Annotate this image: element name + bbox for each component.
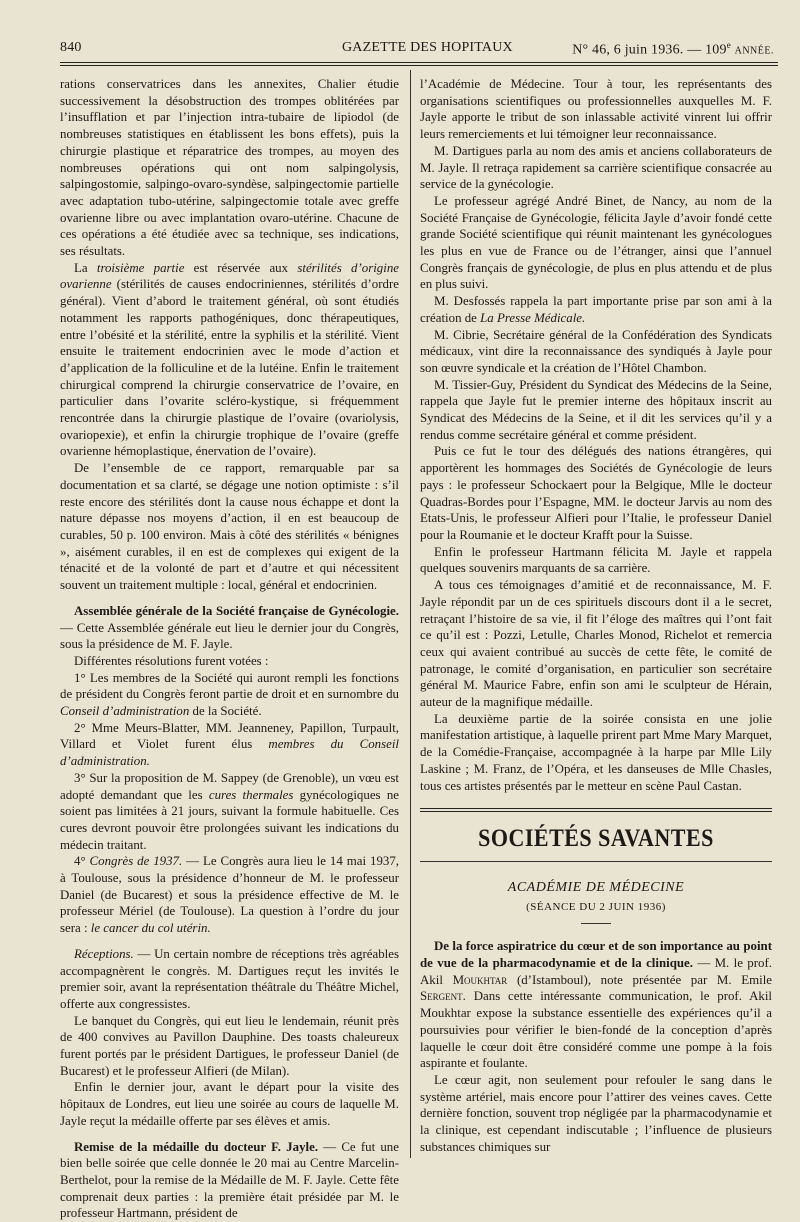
- paragraph: [60, 260, 399, 460]
- italic-run: troisième partie: [96, 260, 185, 275]
- section-subrule: [420, 861, 772, 862]
- text-run: — Le Congrès aura lieu le 14 mai 1937, à Toulouse, sous la présidence d’honneur de M. le professeur Daniel (de Bucarest) et sous la présidence effective de M. le professeur Mériel (de Toulouse). La question à l’ordre du jour sera :: [60, 854, 399, 936]
- paragraph: [420, 293, 772, 326]
- italic-run: membres du Conseil d’administration.: [60, 737, 399, 769]
- column-separator: [410, 70, 411, 1158]
- paragraph: Le professeur agrégé André Binet, de Nancy, au nom de la Société Française de Gynécologie, félicita Jayle d’avoir fondé cette grande Société scientifique qui réunit maintenant les gynécologues les plus en vue de France ou de l’étranger, ainsi que l’annuel Congrès français de gynécologie, de plus en plus attendu et de plus en plus suivi.: [420, 193, 772, 292]
- paragraph: [60, 1139, 399, 1222]
- text-run: 2° Mme Meurs-Blatter, MM. Jeanneney, Papillon, Turpault, Villard et Violet furent élus: [60, 720, 399, 752]
- issue-sup: e: [726, 40, 731, 50]
- issue-number-date: N° 46, 6 juin 1936. — 109: [572, 42, 727, 58]
- heading-run: De la force aspiratrice du cœur et de son importance au point de vue de la pharmacodynamie et de la clinique.: [420, 939, 772, 971]
- paragraph: [60, 603, 399, 653]
- heading-run: Remise de la médaille du docteur F. Jayle.: [74, 1139, 319, 1154]
- issue-info: [572, 40, 774, 59]
- paragraph: [60, 670, 399, 720]
- session-date: (SÉANCE DU 2 JUIN 1936): [526, 900, 666, 913]
- paragraph: Puis ce fut le tour des délégués des nations étrangères, qui apportèrent les hommages des Sociétés de Gynécologie de leurs pays : le professeur Schockaert pour la Belgique, Mlle le docteur Quadras-Bordes pour l’Espagne, MM. le docteur Jarvis au nom des Etats-Unis, le professeur Alfieri pour l’Italie, le professeur Daniel pour la Roumanie et le docteur Krafft pour la Suisse.: [420, 444, 772, 542]
- academy-heading: ACADÉMIE DE MÉDECINE: [507, 879, 685, 895]
- paragraph: rations conservatrices dans les annexites, Chalier étudie successivement la désobstruction des trompes oblitérées par l’insufflation et par l’injection intra-tubaire de lipiodol (de nombreuses statistiques en établissent les bons effets), puis la chirurgie plastique et réparatrice des trompes, au moyen des nombreuses opérations qui ont nom salpingolysis, salpingostomie, salpingo-ovaro-syndèse, salpingectomie partielle avec adaptation tubo-utérine, salpingectomie totale avec greffe ovarienne libre ou avec implantation ovaro-utérine. Chacune de ces opérations a été étudiée avec sa technique, ses indications, ses résultats.: [60, 77, 399, 259]
- page-header: [60, 36, 778, 60]
- paragraph: [60, 770, 399, 854]
- text-run: — Un certain nombre de réceptions très agréables accompagnèrent le congrès. M. Dartigues reçut les invités le premier soir, avant la représentation théâtrale du Théâtre Michel, offerte aux congressistes.: [60, 946, 399, 1011]
- paragraph: Enfin le professeur Hartmann félicita M. Jayle et rappela quelques souvenirs marquants de sa carrière.: [420, 544, 772, 576]
- section-rule-bottom: [420, 811, 772, 812]
- right-column: [420, 76, 772, 1155]
- paragraph: La deuxième partie de la soirée consista en une jolie manifestation artistique, à laquelle prirent part Mme Mary Marquet, de la Comédie-Française, accompagnée à la harpe par Mlle Lily Laskine ; M. Franz, de l’Opéra, et les danseuses de Mlle Chasles, tous ces artistes présentés par le metteur en scène Paul Castan.: [420, 711, 772, 793]
- text-run: — Ce fut une bien belle soirée que celle donnée le 20 mai au Centre Marcelin-Berthelot, pour la remise de la Médaille de M. F. Jayle. Cette fête comprenait deux parties : la première était présidée par M. le professeur Hartmann, président de: [60, 1139, 399, 1221]
- paragraph: [420, 938, 772, 1072]
- paragraph: [60, 720, 399, 770]
- header-rule-bottom: [60, 65, 778, 66]
- italic-run: le cancer du col utérin.: [90, 921, 211, 936]
- italic-run: Conseil d’administration: [60, 704, 190, 719]
- italic-run: Congrès de 1937.: [89, 854, 183, 869]
- paragraph: Le cœur agit, non seulement pour refouler le sang dans le système artériel, mais encore pour l’attirer des veines caves. Cette dernière fonction, souvent trop négligée par la pharmacodynamie et la clinique, est cependant indiscutable ; l’influence de plusieurs substances chimiques sur: [420, 1072, 772, 1154]
- text-run: La: [74, 260, 97, 275]
- text-run: 1° Les membres de la Société qui auront rempli les fonctions de président du Congrès feront partie de droit et en surnombre du: [60, 670, 399, 702]
- text-run: — Cette Assemblée générale eut lieu le dernier jour du Congrès, sous la présidence de M. F. Jayle.: [60, 620, 399, 652]
- text-run: de la Société.: [189, 704, 262, 719]
- paragraph: [60, 853, 399, 937]
- section-title: SOCIÉTÉS SAVANTES: [478, 823, 714, 852]
- paragraph: Le banquet du Congrès, qui eut lieu le lendemain, réunit près de 400 convives au Pavillon Dauphine. Des toasts chaleureux furent portés par le président Dartigues, le professeur Daniel (de Bucarest) et le professeur Alfieri (de Milan).: [60, 1013, 399, 1078]
- header-rule-top: [60, 62, 778, 63]
- text-run: gynécologiques ne soient pas limitées à 21 jours, suivant la formule habituelle. Ces cures devront pouvoir être prolongées suivant les indications du médecin traitant.: [60, 787, 399, 852]
- text-run: . Dans cette intéressante communication, le prof. Akil Moukhtar expose la substance essentielle des expériences qu’il a poursuivies pour vérifier le bien-fondé de la conception d’après laquelle le cœur doit être considéré comme une pompe à la fois aspirante et foulante.: [420, 989, 772, 1071]
- page-number: 840: [60, 40, 82, 55]
- italic-run: Réceptions.: [74, 946, 134, 961]
- italic-run: cures thermales: [208, 787, 294, 802]
- paragraph: M. Dartigues parla au nom des amis et anciens collaborateurs de M. Jayle. Il retraça rapidement sa carrière scientifique consacrée au service de la gynécologie.: [420, 143, 772, 192]
- short-divider: [581, 923, 611, 924]
- paragraph: A tous ces témoignages d’amitié et de reconnaissance, M. F. Jayle répondit par un de ces spirituels discours dont il a le secret, retraçant l’histoire de sa vie, il fit l’éloge des maîtres qui l’ont fait ce qu’il est : Pozzi, Letulle, Charles Monod, Richelot et remercia ceux qui avaient contribué au succès de cette fête, le comité de patronage, le comité d’organisation, en particulier son secrétaire général M. Maurice Fabre, enfin son ami le sculpteur de Hérain, auteur de la magnifique médaille.: [420, 578, 772, 710]
- paragraph: Enfin le dernier jour, avant le départ pour la visite des hôpitaux de Londres, eut lieu une soirée au cours de laquelle M. Jayle reçut la médaille offerte par ses élèves et amis.: [60, 1080, 399, 1128]
- text-run: M. Desfossés rappela la part importante prise par son ami à la création de: [420, 294, 772, 325]
- text-run: — M. le prof. Akil: [420, 956, 772, 987]
- heading-run: Assemblée générale de la Société française de Gynécologie.: [74, 603, 399, 618]
- paragraph: M. Tissier-Guy, Président du Syndicat des Médecins de la Seine, rappela que Jayle fut le premier interne des hôpitaux inscrit au Syndicat des Médecins de la Seine, et il dit les services qu’il y a rendus comme secrétaire général et comme président.: [420, 377, 772, 442]
- text-run: (stérilités de causes endocriniennes, stérilités d’ordre général). Vient d’abord le traitement général, où sont étudiés notamment les rapports pathogéniques, donc thérapeutiques, entre l’obésité et la stérilité, entre la syphilis et la stérilité. Vient ensuite le traitement endocrinien avec le mode d’action et d’application de la folliculine et de la lutéine. Enfin le traitement chirurgical comprend la chirurgie conservatrice de l’ovaire, en particulier dans l’ovarite scléro-kystique, si fréquemment rencontrée dans la chirurgie plastique de l’ovaire (ovariolysis, ovariopexie), et enfin la chirurgie trophique de l’ovaire (greffe ovarienne hémoplastique, énervation de l’ovaire).: [60, 277, 399, 459]
- paragraph: M. Cibrie, Secrétaire général de la Confédération des Syndicats médicaux, vint dire la reconnaissance des syndiqués à Jayle pour son œuvre syndicale et la création de l’Hôtel Chambon.: [420, 327, 772, 375]
- author-name: Sergent: [420, 989, 463, 1004]
- paragraph: [60, 946, 399, 1013]
- left-column: [60, 76, 399, 1222]
- section-rule-top: [420, 808, 772, 809]
- journal-title: GAZETTE DES HOPITAUX: [342, 40, 513, 55]
- text-run: 4°: [74, 854, 90, 869]
- issue-year-label: ANNÉE.: [734, 45, 774, 57]
- paragraph: De l’ensemble de ce rapport, remarquable par sa documentation et sa clarté, se dégage une notion optimiste : s’il reste encore des stérilités dont la cause nous échappe et dont la nature dépasse nos moyens d’action, il en est beaucoup de curables, 50 p. 100 environ. Mais à côté des stérilités « bénignes », aisément curables, il en est de complexes qui exigent de la ténacité et de la volonté de part et d’autre et qui nécessitent souvent un traitement multiple : local, général et endocrinien.: [60, 461, 399, 593]
- text-run: (d’Istamboul), note présentée par M. Emile: [507, 972, 773, 987]
- italic-run: La Presse Médicale.: [480, 310, 586, 325]
- italic-run: stérilités d’origine ovarienne: [60, 260, 399, 292]
- paragraph: l’Académie de Médecine. Tour à tour, les représentants des organisations scientifiques ou professionnelles auxquelles M. F. Jayle apporte le tribut de son inlassable activité vinrent lui offrir leurs remerciements et lui témoigner leur reconnaissance.: [420, 77, 772, 142]
- text-run: 3° Sur la proposition de M. Sappey (de Grenoble), un vœu est adopté demandant que les: [60, 770, 399, 802]
- paragraph: Différentes résolutions furent votées :: [74, 653, 269, 668]
- author-name: Moukhtar: [452, 972, 508, 987]
- text-run: est réservée aux: [184, 260, 298, 275]
